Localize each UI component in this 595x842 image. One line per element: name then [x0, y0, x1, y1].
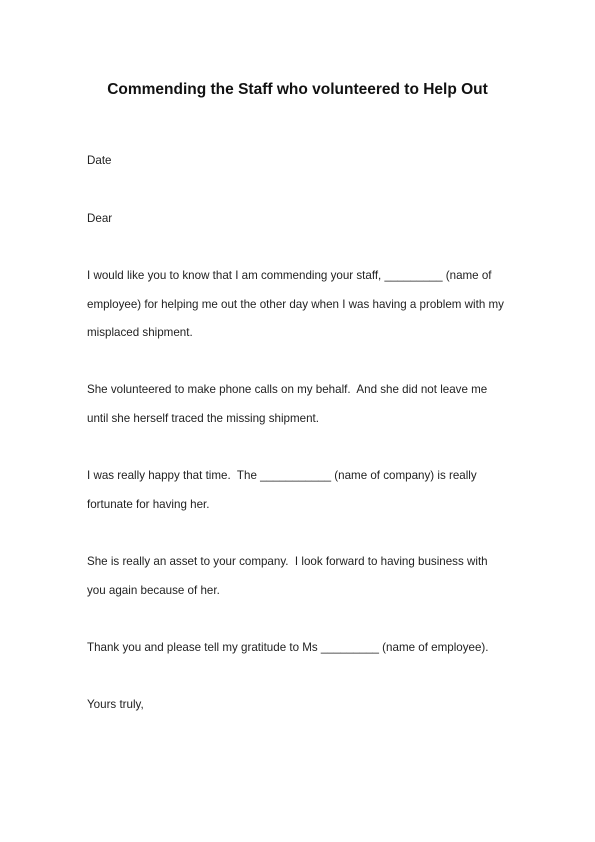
paragraph-thank-you — [87, 634, 527, 663]
paragraph-asset — [87, 548, 527, 605]
paragraph-line: fortunate for having her. — [87, 497, 210, 511]
document-title: Commending the Staff who volunteered to Help Out — [107, 81, 488, 98]
paragraph-line: She volunteered to make phone calls on my behalf. And she did not leave me — [87, 383, 488, 396]
paragraph-line: employee) for helping me out the other day when I was having a problem with my — [87, 297, 504, 311]
closing: Yours truly, — [87, 698, 144, 711]
paragraph-line: you again because of her. — [87, 583, 220, 597]
paragraph-line: I was really happy that time. The ___________ (name of company) is really — [87, 469, 477, 482]
salutation: Dear — [87, 212, 113, 225]
paragraph-line: Thank you and please tell my gratitude to Ms _________ (name of employee). — [87, 641, 489, 654]
paragraph-line: misplaced shipment. — [87, 326, 193, 339]
paragraph-commendation — [87, 262, 527, 348]
paragraph-happy — [87, 462, 527, 519]
paragraph-line: I would like you to know that I am commending your staff, _________ (name of — [87, 269, 492, 282]
paragraph-phone-calls — [87, 376, 527, 433]
paragraph-line: until she herself traced the missing shipment. — [87, 411, 319, 425]
date-line: Date — [87, 154, 112, 167]
paragraph-line: She is really an asset to your company. I look forward to having business with — [87, 555, 488, 568]
